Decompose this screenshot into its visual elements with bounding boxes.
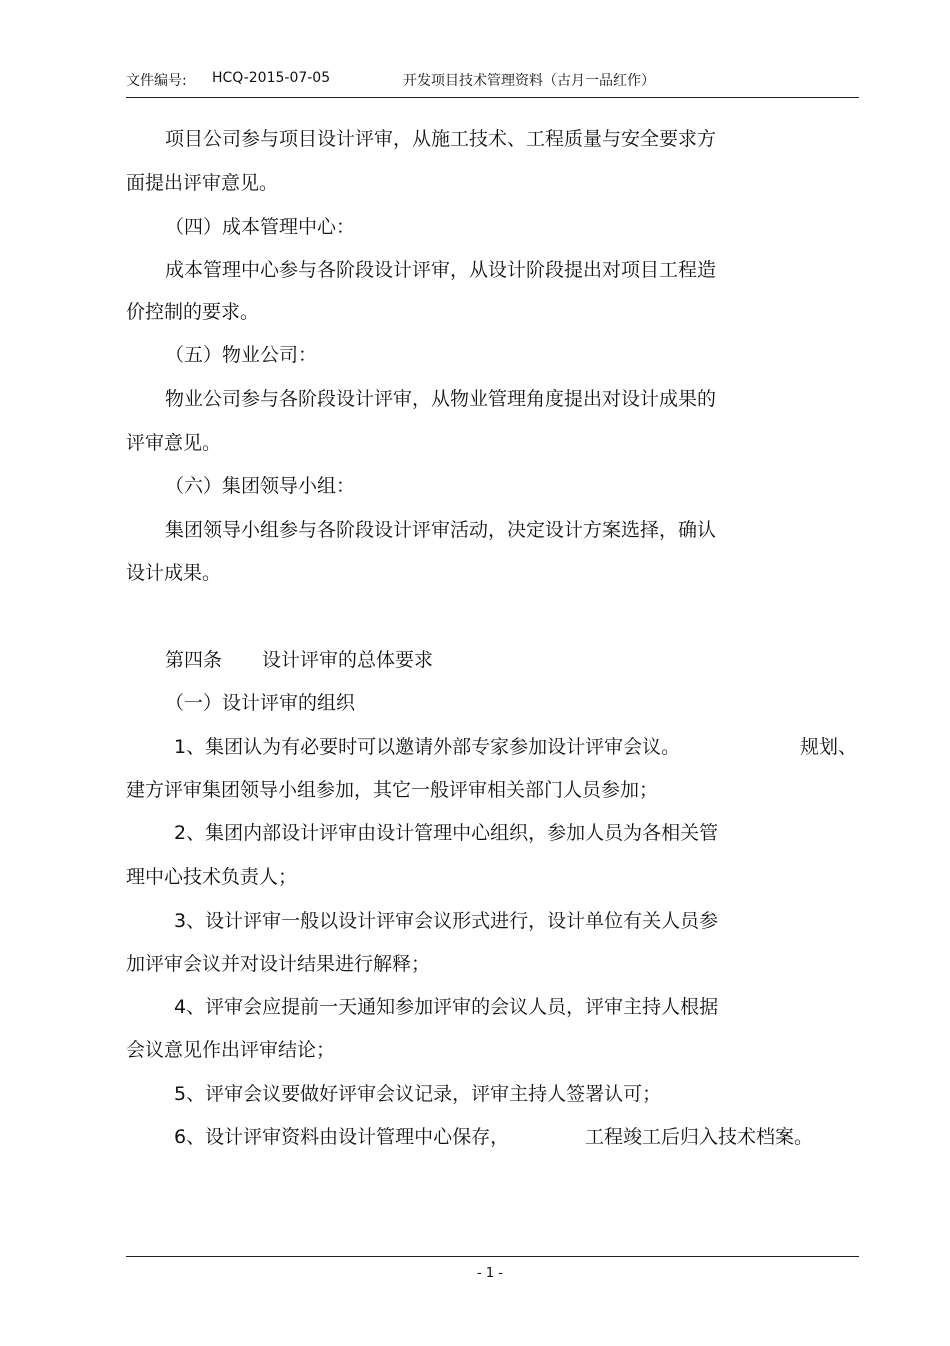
paragraph-property-company-line-1: 物业公司参与各阶段设计评审，从物业管理角度提出对设计成果的 bbox=[165, 388, 717, 410]
subsection-heading-organization: （一）设计评审的组织 bbox=[165, 692, 356, 714]
file-number-label: 文件编号: bbox=[126, 73, 187, 89]
section-heading-group-leadership: （六）集团领导小组： bbox=[165, 475, 356, 497]
list-item-4-line-2: 会议意见作出评审结论； bbox=[126, 1039, 336, 1061]
list-item-5: 5、评审会议要做好评审会议记录，评审主持人签署认可； bbox=[174, 1083, 662, 1105]
list-item-6-part-2: 工程竣工后归入技术档案。 bbox=[585, 1126, 814, 1148]
footer-divider bbox=[126, 1256, 859, 1257]
paragraph-project-company-line-2: 面提出评审意见。 bbox=[126, 172, 279, 194]
file-number-value: HCQ-2015-07-05 bbox=[212, 70, 331, 86]
paragraph-property-company-line-2: 评审意见。 bbox=[126, 432, 222, 454]
paragraph-group-leadership-line-2: 设计成果。 bbox=[126, 562, 222, 584]
header-divider bbox=[126, 97, 859, 98]
list-item-2-line-1: 2、集团内部设计评审由设计管理中心组织，参加人员为各相关管 bbox=[174, 822, 719, 844]
list-item-3-line-2: 加评审会议并对设计结果进行解释； bbox=[126, 953, 431, 975]
list-item-1-line-1-tail: 规划、 bbox=[800, 736, 858, 758]
paragraph-cost-center-line-1: 成本管理中心参与各阶段设计评审，从设计阶段提出对项目工程造 bbox=[165, 259, 717, 281]
list-item-2-line-2: 理中心技术负责人； bbox=[126, 866, 298, 888]
list-item-1-line-1: 1、集团认为有必要时可以邀请外部专家参加设计评审会议。 bbox=[174, 736, 681, 758]
list-item-3-line-1: 3、设计评审一般以设计评审会议形式进行，设计单位有关人员参 bbox=[174, 910, 719, 932]
article-title: 设计评审的总体要求 bbox=[262, 649, 434, 671]
section-heading-cost-center: （四）成本管理中心： bbox=[165, 216, 356, 238]
paragraph-cost-center-line-2: 价控制的要求。 bbox=[126, 301, 260, 323]
page-number: - 1 - bbox=[477, 1266, 503, 1281]
list-item-4-line-1: 4、评审会应提前一天通知参加评审的会议人员，评审主持人根据 bbox=[174, 996, 719, 1018]
document-title: 开发项目技术管理资料（古月一品红作） bbox=[403, 73, 655, 89]
article-number: 第四条 bbox=[165, 649, 223, 671]
paragraph-project-company-line-1: 项目公司参与项目设计评审，从施工技术、工程质量与安全要求方 bbox=[165, 128, 717, 150]
list-item-1-line-2: 建方评审集团领导小组参加，其它一般评审相关部门人员参加； bbox=[126, 779, 659, 801]
list-item-6-part-1: 6、设计评审资料由设计管理中心保存， bbox=[174, 1126, 510, 1148]
page-header bbox=[126, 68, 859, 96]
section-heading-property-company: （五）物业公司： bbox=[165, 344, 318, 366]
paragraph-group-leadership-line-1: 集团领导小组参与各阶段设计评审活动，决定设计方案选择，确认 bbox=[165, 519, 717, 541]
